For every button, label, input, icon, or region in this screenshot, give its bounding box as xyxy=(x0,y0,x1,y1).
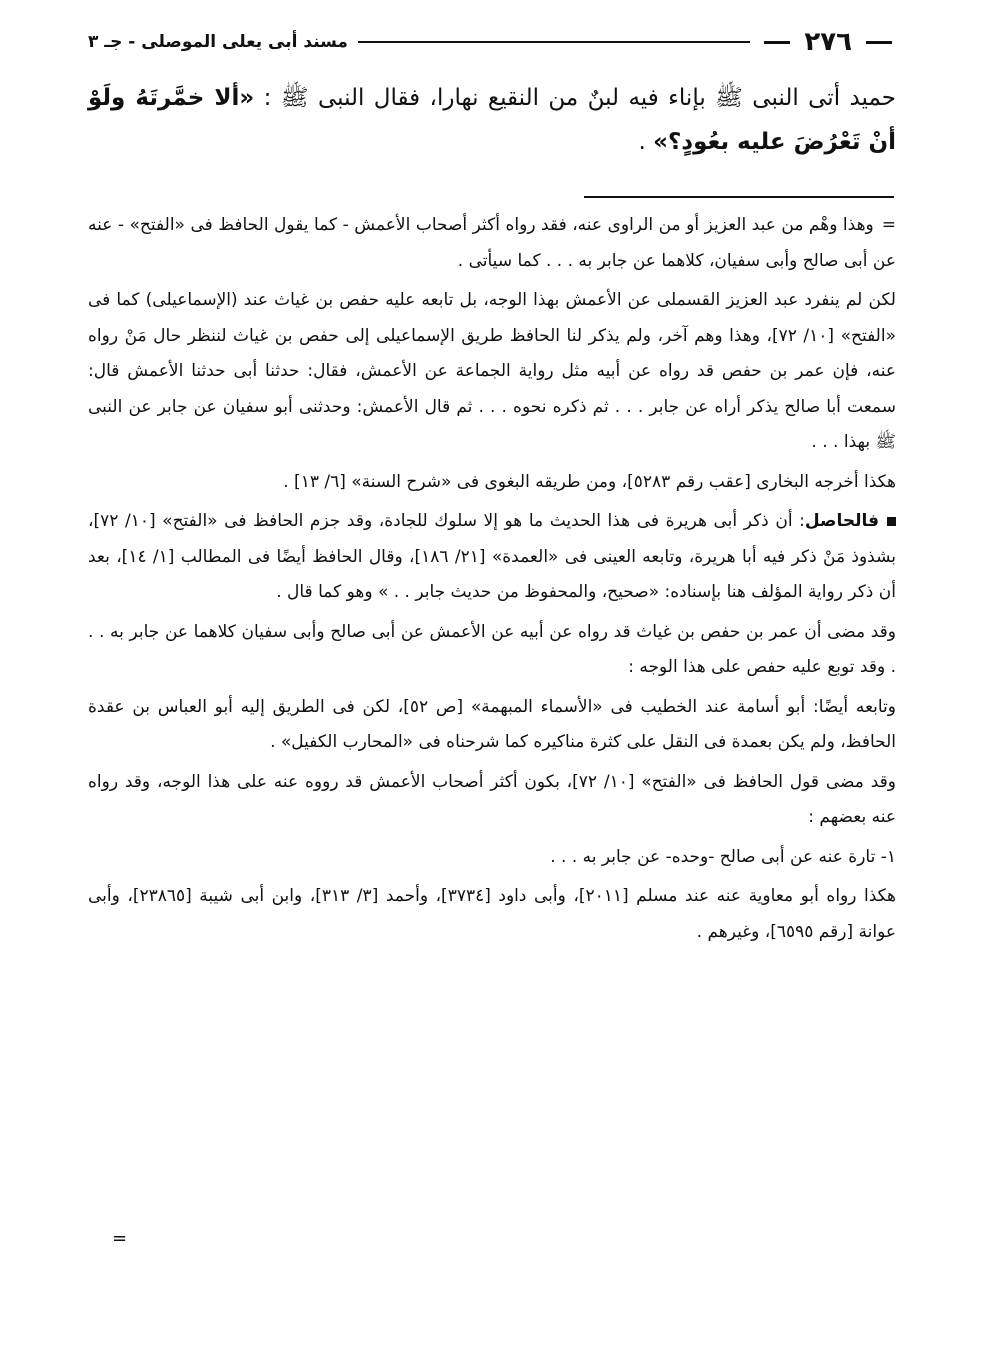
hadith-text xyxy=(88,76,896,164)
footnote-paragraph: وتابعه أيضًا: أبو أسامة عند الخطيب فى «الأسماء المبهمة» [ص ٥٢]، لكن فى الطريق إليه أبو العباس بن عقدة الحافظ، ولم يكن بعمدة فى النقل على كثرة مناكيره كما شرحناه فى «المحارب الكفيل» . xyxy=(88,696,896,752)
footnote-label: فالحاصل xyxy=(804,511,879,531)
header-dash xyxy=(866,41,892,44)
footnote-paragraph xyxy=(88,208,896,279)
page-number: ٢٧٦ xyxy=(804,27,852,57)
hadith-quote: «ألا خمَّرتَهُ ولَوْ أنْ تَعْرُضَ عليه بعُودٍ؟» xyxy=(88,85,896,155)
footnote-paragraph: هكذا رواه أبو معاوية عنه عند مسلم [٢٠١١]، وأبى داود [٣٧٣٤]، وأحمد [٣/ ٣١٣]، وابن أبى شيبة [٢٣٨٦٥]، وأبى عوانة [رقم ٦٥٩٥]، وغيرهم . xyxy=(88,886,896,942)
page-header xyxy=(88,22,896,62)
square-bullet-icon xyxy=(887,517,896,526)
footnote-paragraph: لكن لم ينفرد عبد العزيز القسملى عن الأعمش بهذا الوجه، بل تابعه عليه حفص بن غياث عند (الإسماعيلى) كما فى «الفتح» [١٠/ ٧٢]، وهذا وهم آخر، ولم يذكر لنا الحافظ طريق الإسماعيلى إلى حفص بن غياث لننظر حال مَنْ رواه عنه، فإن عمر بن حفص قد رواه عن أبيه مثل رواية الجماعة عن الأعمش، فقال: حدثنا أبى حدثنا الأعمش قال: سمعت أبا صالح يذكر أراه عن جابر . . . ثم ذكره نحوه . . . ثم قال الأعمش: وحدثنى أبو سفيان عن جابر عن النبى ﷺ بهذا . . . xyxy=(88,290,896,452)
header-dash xyxy=(764,41,790,44)
header-rule xyxy=(358,41,750,43)
hadith-body: حميد أتى النبى ﷺ بإناء فيه لبنٌ من النقيع نهارا، فقال النبى ﷺ : xyxy=(254,85,896,111)
footnote-text: : أن ذكر أبى هريرة فى هذا الحديث ما هو إلا سلوك للجادة، وقد جزم الحافظ فى «الفتح» [١٠/ ٧٢]، بشذوذ مَنْ ذكر فيه أبا هريرة، وتابعه العينى فى «العمدة» [٢١/ ١٨٦]، وقال الحافظ أيضًا فى المطالب [١/ ١٤]، بعد أن ذكر رواية المؤلف هنا بإسناده: «صحيح، والمحفوظ من حديث جابر . . » وهو كما قال . xyxy=(88,511,896,602)
footnote-text: وهذا وهْم من عبد العزيز أو من الراوى عنه، فقد رواه أكثر أصحاب الأعمش - كما يقول الحافظ فى «الفتح» - عنه عن أبى صالح وأبى سفيان، كلاهما عن جابر به . . . كما سيأتى . xyxy=(88,215,896,271)
footnote-paragraph: ١- تارة عنه عن أبى صالح -وحده- عن جابر به . . . xyxy=(550,846,896,867)
book-title: مسند أبى يعلى الموصلى - جـ ٣ xyxy=(88,32,348,52)
footnote-paragraph: هكذا أخرجه البخارى [عقب رقم ٥٢٨٣]، ومن طريقه البغوى فى «شرح السنة» [٦/ ١٣] . xyxy=(283,471,896,492)
footnote-paragraph: وقد مضى قول الحافظ فى «الفتح» [١٠/ ٧٢]، بكون أكثر أصحاب الأعمش قد رووه عنه على هذا الوجه، وقد رواه عنه بعضهم : xyxy=(88,771,896,827)
footnotes xyxy=(88,208,896,954)
footnote-paragraph: وقد مضى أن عمر بن حفص بن غياث قد رواه عن أبيه عن الأعمش عن أبى صالح وأبى سفيان كلاهما عن جابر به . . . وقد توبع عليه حفص على هذا الوجه : xyxy=(88,621,896,677)
continuation-mark: = xyxy=(881,215,896,235)
footnote-paragraph xyxy=(88,504,896,611)
continuation-mark-end: = xyxy=(112,1228,128,1249)
footnote-separator xyxy=(584,196,894,198)
hadith-end: . xyxy=(638,129,654,155)
